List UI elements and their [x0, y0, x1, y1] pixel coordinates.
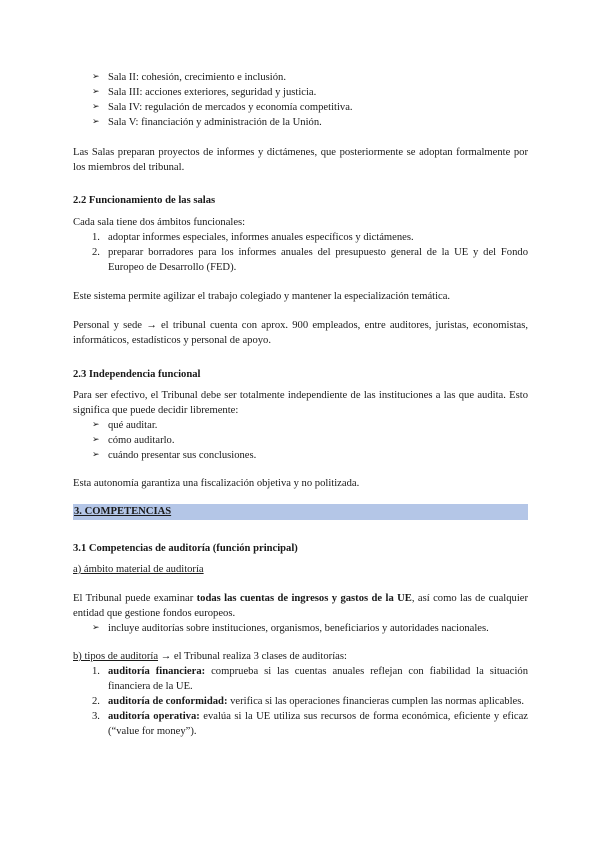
a-paragraph: El Tribunal puede examinar todas las cuentas de ingresos y gastos de la UE, así como las de cualquier entidad que gestione fondos europeos.: [73, 593, 528, 619]
arrow-bullet-icon: ➢: [92, 435, 100, 445]
arrow-bullet-icon: ➢: [92, 72, 100, 82]
list-item: ➢ incluye auditorías sobre instituciones, organismos, beneficiarios y autoridades nacionales.: [92, 623, 489, 634]
section-2-2-list: [92, 230, 528, 275]
b-line: b) tipos de auditoría → el Tribunal realiza 3 clases de auditorías:: [73, 651, 347, 662]
list-item: ➢ cuándo presentar sus conclusiones.: [92, 450, 257, 461]
arrow-bullet-icon: ➢: [92, 87, 100, 97]
section-3-1-heading: 3.1 Competencias de auditoría (función principal): [73, 543, 298, 554]
list-item: ➢ qué auditar.: [92, 420, 158, 431]
section-2-2-heading: 2.2 Funcionamiento de las salas: [73, 195, 216, 206]
arrow-bullet-icon: ➢: [92, 450, 100, 460]
section-2-2-after: Este sistema permite agilizar el trabajo colegiado y mantener la especialización temática.: [73, 291, 451, 302]
list-item: 1. auditoría financiera: comprueba si las cuentas anuales reflejan con fiabilidad la situación financiera de la UE.: [92, 666, 528, 692]
list-item: 3. auditoría operativa: evalúa si la UE utiliza sus recursos de forma económica, eficiente y eficaz (“value for money”).: [92, 711, 528, 737]
list-item: ➢ Sala II: cohesión, crecimiento e inclusión.: [92, 72, 286, 83]
salas-list: [92, 70, 528, 130]
salas-paragraph: Las Salas preparan proyectos de informes y dictámenes, que posteriormente se adoptan formalmente por los miembros del tribunal.: [73, 147, 528, 173]
section-3-band: [73, 504, 528, 520]
section-2-3-after: Esta autonomía garantiza una fiscalización objetiva y no politizada.: [73, 478, 360, 489]
list-item: ➢ Sala V: financiación y administración de la Unión.: [92, 117, 322, 128]
section-2-3-list: [92, 418, 528, 463]
list-item: 2. auditoría de conformidad: verifica si las operaciones financieras cumplen las normas aplicables.: [92, 696, 524, 707]
list-item: 1. adoptar informes especiales, informes anuales específicos y dictámenes.: [92, 232, 414, 243]
b-list: [92, 664, 528, 739]
list-item: ➢ cómo auditarlo.: [92, 435, 175, 446]
arrow-bullet-icon: ➢: [92, 623, 100, 633]
section-3-title: 3. COMPETENCIAS: [74, 506, 172, 517]
a-label: a) ámbito material de auditoría: [73, 564, 204, 575]
a-list: [92, 621, 528, 636]
arrow-bullet-icon: ➢: [92, 420, 100, 430]
section-2-3-heading: 2.3 Independencia funcional: [73, 369, 201, 380]
list-item: ➢ Sala III: acciones exteriores, seguridad y justicia.: [92, 87, 317, 98]
list-item: 2. preparar borradores para los informes anuales del presupuesto general de la UE y del Fondo Europeo de Desarrollo (FED).: [92, 247, 528, 273]
arrow-bullet-icon: ➢: [92, 102, 100, 112]
personal-paragraph: Personal y sede → el tribunal cuenta con aprox. 900 empleados, entre auditores, juristas, economistas, informáticos, estadísticos y personal de apoyo.: [73, 320, 528, 346]
section-2-2-intro: Cada sala tiene dos ámbitos funcionales:: [73, 217, 246, 228]
arrow-bullet-icon: ➢: [92, 117, 100, 127]
section-2-3-paragraph: Para ser efectivo, el Tribunal debe ser totalmente independiente de las instituciones a las que audita. Esto significa que puede decidir libremente:: [73, 390, 528, 416]
list-item: ➢ Sala IV: regulación de mercados y economía competitiva.: [92, 102, 353, 113]
